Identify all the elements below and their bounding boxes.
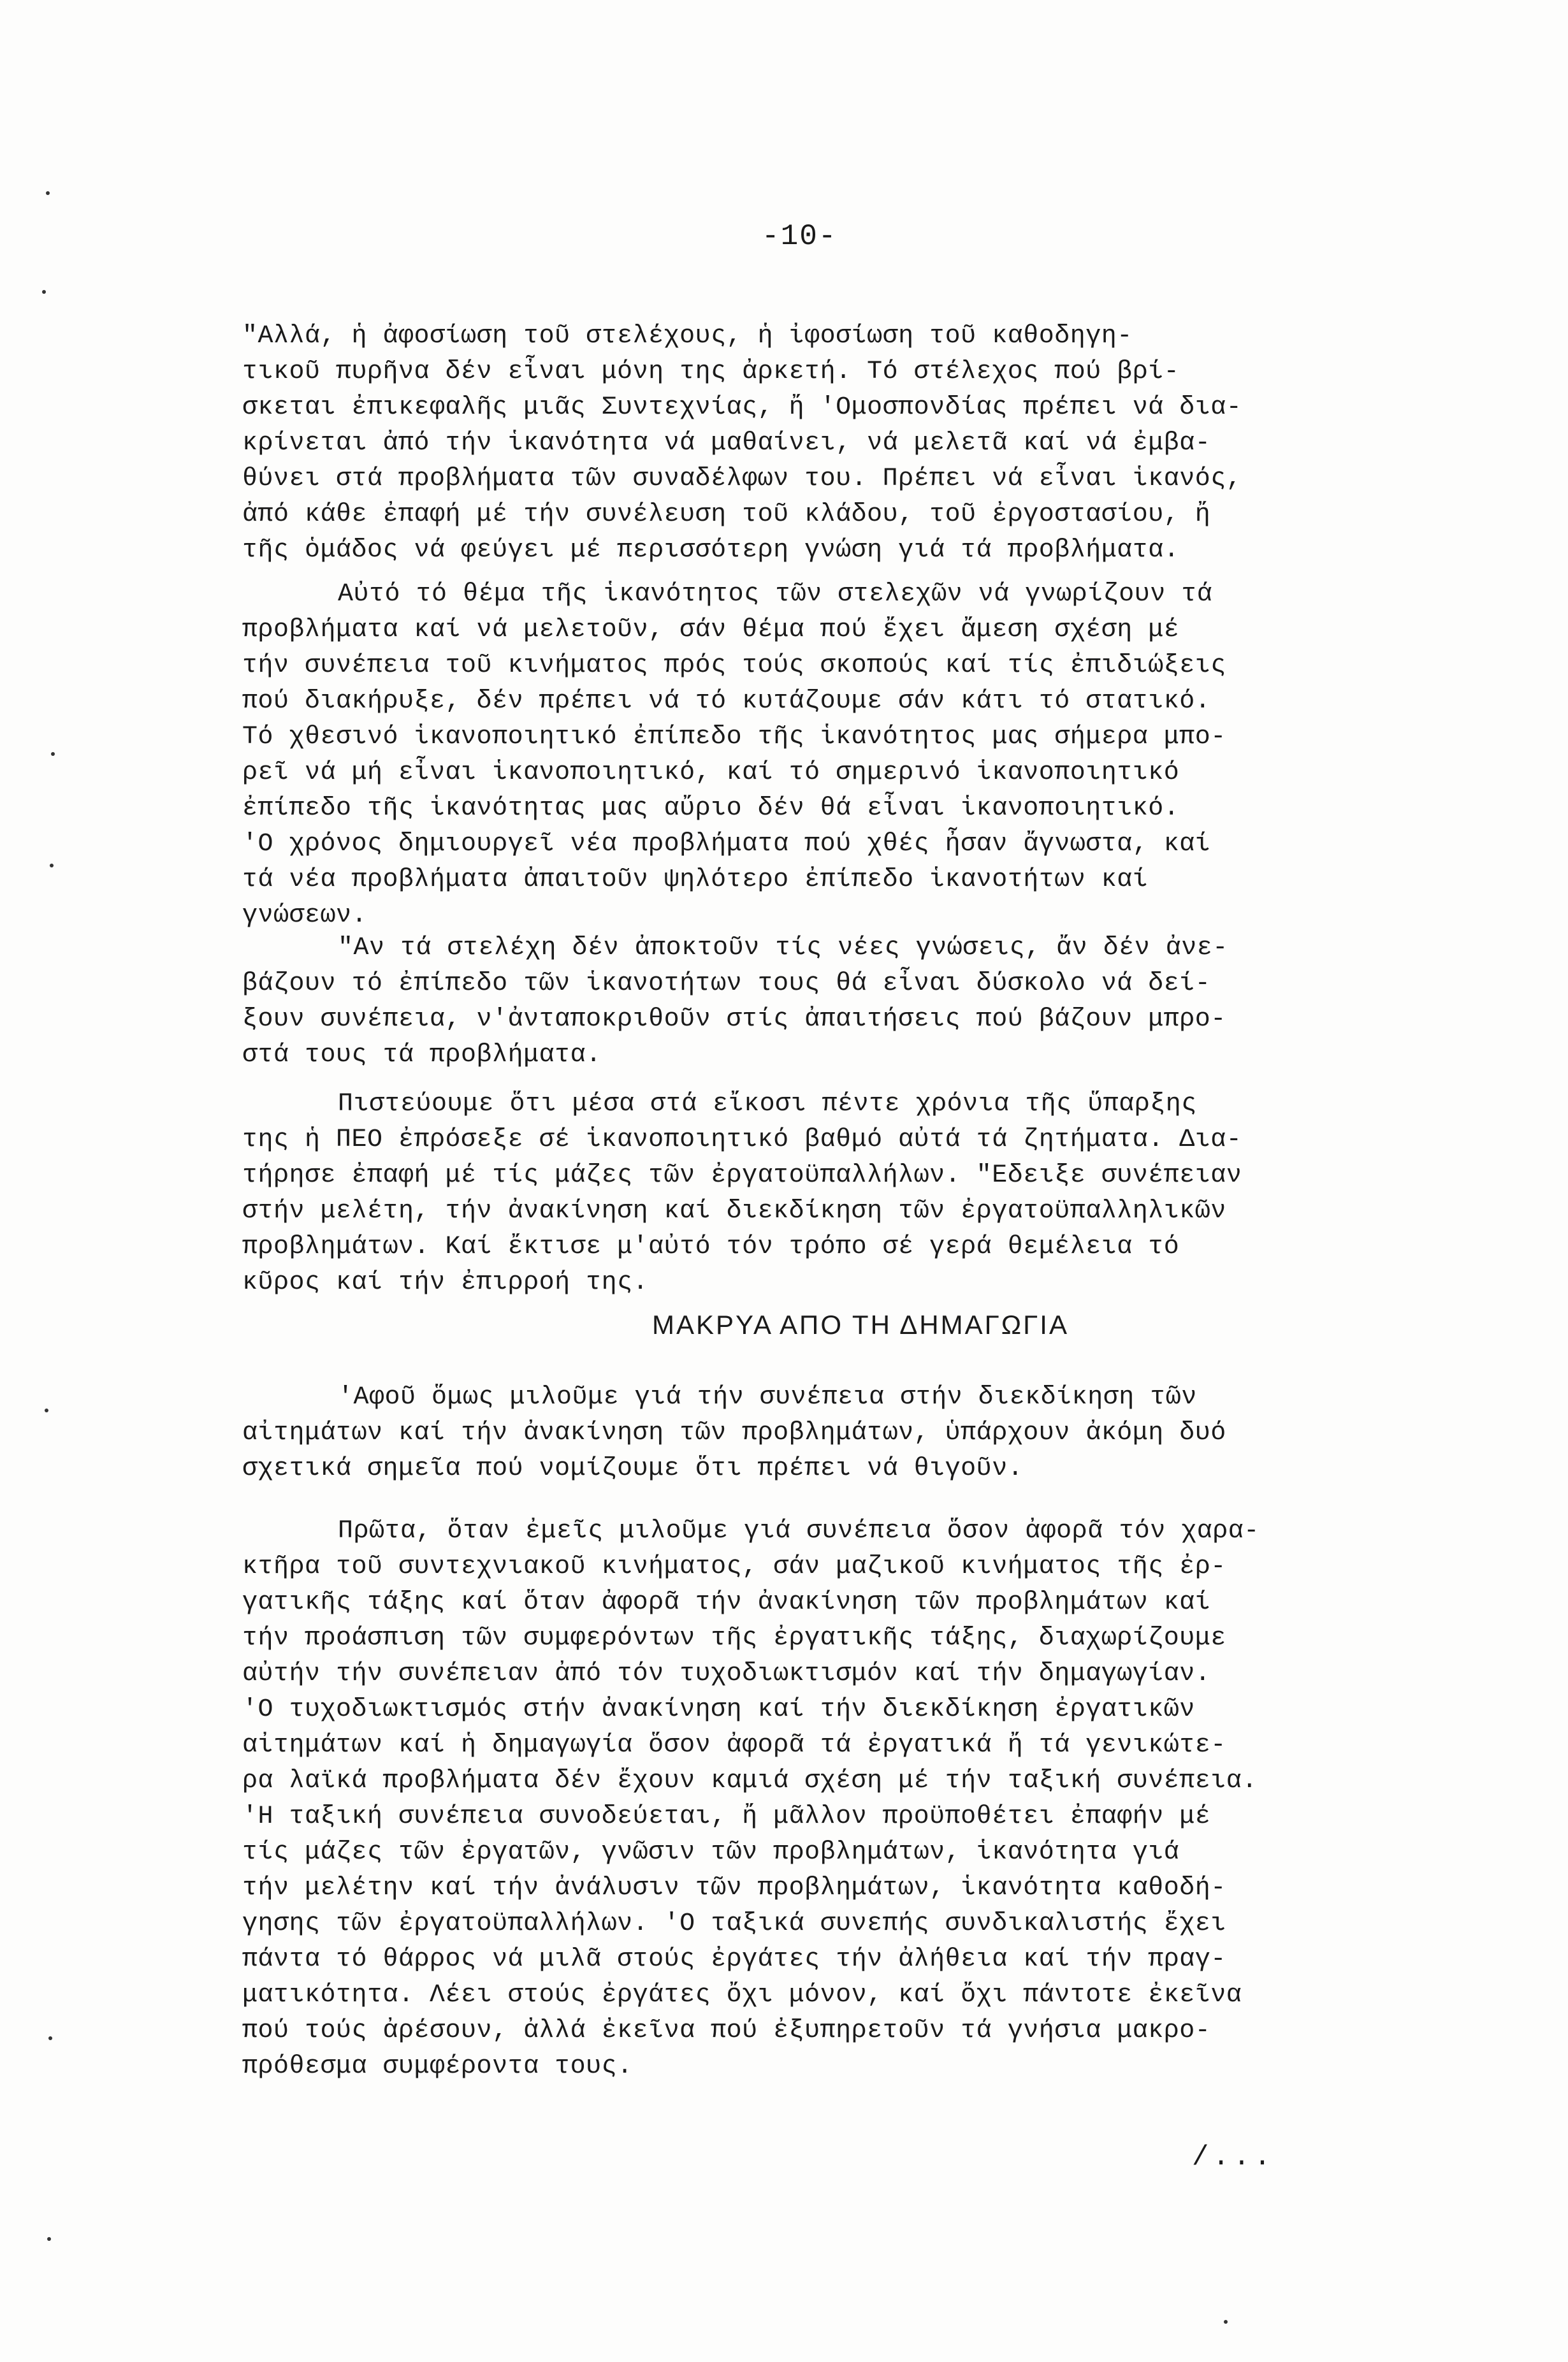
paragraph-5: 'Αφοῦ ὅμως μιλοῦμε γιά τήν συνέπεια στήν διεκδίκηση τῶν αἰτημάτων καί τήν ἀνακίνηση τῶν προβλημάτων, ὑπάρχουν ἀκόμη δυό σχετικά σημεῖα πού νομίζουμε ὅτι πρέπει νά θιγοῦν. <box>242 1383 1226 1483</box>
scan-speck <box>45 1409 48 1412</box>
paragraph-6: Πρῶτα, ὅταν ἐμεῖς μιλοῦμε γιά συνέπεια ὅσον ἀφορᾶ τόν χαρα- κτῆρα τοῦ συντεχνιακοῦ κινήματος, σάν μαζικοῦ κινήματος τῆς ἐρ- γατικῆς τάξης καί ὅταν ἀφορᾶ τήν ἀνακίνηση τῶν προβλημάτων καί τήν προάσπιση τῶν συμφερόντων τῆς ἐργατικῆς τάξης, διαχωρίζουμε αὐτήν τήν συνέπειαν ἀπό τόν τυχοδιωκτισμόν καί τήν δημαγωγίαν. 'Ο τυχοδιωκτισμός στήν ἀνακίνηση καί τήν διεκδίκηση ἐργατικῶν αἰτημάτων καί ἡ δημαγωγία ὅσον ἀφορᾶ τά ἐργατικά ἤ τά γενικώτε- ρα λαϊκά προβλήματα δέν ἔχουν καμιά σχέση μέ τήν ταξική συνέπεια. 'Η ταξική συνέπεια συνοδεύεται, ἤ μᾶλλον προϋποθέτει ἐπαφήν μέ τίς μάζες τῶν ἐργατῶν, γνῶσιν τῶν προβλημάτων, ἱκανότητα γιά τήν μελέτην καί τήν ἀνάλυσιν τῶν προβλημάτων, ἱκανότητα καθοδή- γησης τῶν ἐργατοϋπαλλήλων. 'Ο ταξικά συνεπής συνδικαλιστής ἔχει πάντα τό θάρρος νά μιλᾶ στούς ἐργάτες τήν ἀλήθεια καί τήν πραγ- ματικότητα. Λέει στούς ἐργάτες ὄχι μόνον, καί ὄχι πάντοτε ἐκεῖνα πού τούς ἀρέσουν, ἀλλά ἐκεῖνα πού ἐξυπηρετοῦν τά γνήσια μακρο- πρόθεσμα συμφέροντα τους. <box>242 1517 1259 2081</box>
paragraph-2: Αὐτό τό θέμα τῆς ἱκανότητος τῶν στελεχῶν νά γνωρίζουν τά προβλήματα καί νά μελετοῦν, σάν θέμα πού ἔχει ἄμεση σχέση μέ τήν συνέπεια τοῦ κινήματος πρός τούς σκοπούς καί τίς ἐπιδιώξεις πού διακήρυξε, δέν πρέπει νά τό κυτάζουμε σάν κάτι τό στατικό. Τό χθεσινό ἱκανοποιητικό ἐπίπεδο τῆς ἱκανότητος μας σήμερα μπο- ρεῖ νά μή εἶναι ἱκανοποιητικό, καί τό σημερινό ἱκανοποιητικό ἐπίπεδο τῆς ἱκανότητας μας αὔριο δέν θά εἶναι ἱκανοποιητικό. 'Ο χρόνος δημιουργεῖ νέα προβλήματα πού χθές ἦσαν ἄγνωστα, καί τά νέα προβλήματα ἀπαιτοῦν ψηλότερο ἐπίπεδο ἱκανοτήτων καί γνώσεων. <box>242 580 1226 930</box>
scan-speck <box>42 290 46 294</box>
continuation-mark: /... <box>1192 2141 1275 2173</box>
paragraph-1: "Αλλά, ἡ ἀφοσίωση τοῦ στελέχους, ἡ ἰφοσίωση τοῦ καθοδηγη- τικοῦ πυρῆνα δέν εἶναι μόνη της ἀρκετή. Τό στέλεχος πού βρί- σκεται ἐπικεφαλῆς μιᾶς Συντεχνίας, ἤ 'Ομοσπονδίας πρέπει νά δια- κρίνεται ἀπό τήν ἱκανότητα νά μαθαίνει, νά μελετᾶ καί νά ἐμβα- θύνει στά προβλήματα τῶν συναδέλφων του. Πρέπει νά εἶναι ἱκανός, ἀπό κάθε ἐπαφή μέ τήν συνέλευση τοῦ κλάδου, τοῦ ἐργοστασίου, ἤ τῆς ὁμάδος νά φεύγει μέ περισσότερη γνώση γιά τά προβλήματα. <box>242 322 1242 565</box>
scan-speck <box>46 191 50 195</box>
scan-speck <box>1224 2320 1228 2324</box>
scan-speck <box>51 752 55 756</box>
scan-speck <box>48 2036 52 2040</box>
scan-speck <box>50 864 54 867</box>
paragraph-3: "Αν τά στελέχη δέν ἀποκτοῦν τίς νέες γνώσεις, ἄν δέν ἀνε- βάζουν τό ἐπίπεδο τῶν ἱκανοτήτων τους θά εἶναι δύσκολο νά δεί- ξουν συνέπεια, ν'ἀνταποκριθοῦν στίς ἀπαιτήσεις πού βάζουν μπρο- στά τους τά προβλήματα. <box>242 934 1228 1069</box>
scan-speck <box>47 2237 51 2241</box>
paragraph-4: Πιστεύουμε ὅτι μέσα στά εἴκοσι πέντε χρόνια τῆς ὕπαρξης της ἡ ΠΕΟ ἐπρόσεξε σέ ἱκανοποιητικό βαθμό αὐτά τά ζητήματα. Δια- τήρησε ἐπαφή μέ τίς μάζες τῶν ἐργατοϋπαλλήλων. "Εδειξε συνέπειαν στήν μελέτη, τήν ἀνακίνηση καί διεκδίκηση τῶν ἐργατοϋπαλληλικῶν προβλημάτων. Καί ἔκτισε μ'αὐτό τόν τρόπο σέ γερά θεμέλεια τό κῦρος καί τήν ἐπιρροή της. <box>242 1090 1242 1297</box>
section-heading: ΜΑΚΡΥΑ ΑΠΟ ΤΗ ΔΗΜΑΓΩΓΙΑ <box>652 1310 1069 1340</box>
page-number: -10- <box>762 220 838 253</box>
